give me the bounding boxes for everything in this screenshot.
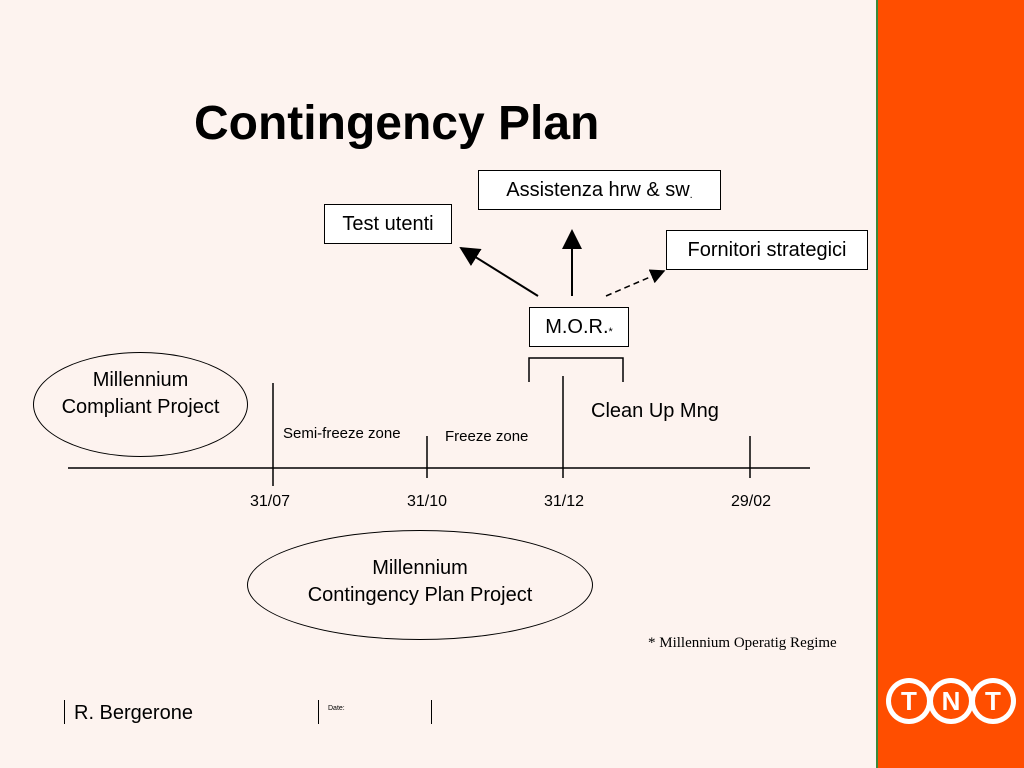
clean-up-label: Clean Up Mng xyxy=(591,400,719,422)
test-utenti-label: Test utenti xyxy=(342,212,434,235)
slide-title: Contingency Plan xyxy=(194,97,600,150)
tnt-logo xyxy=(884,676,1018,726)
logo-letter: N xyxy=(941,686,961,716)
compliant-project-ellipse xyxy=(33,352,248,457)
mor-bracket xyxy=(529,358,623,382)
semi-freeze-label: Semi-freeze zone xyxy=(283,425,401,442)
footer-author: R. Bergerone xyxy=(74,702,193,724)
logo-letter: T xyxy=(901,686,917,716)
assistenza-label: Assistenza hrw & sw xyxy=(506,178,690,201)
arrow-to-test-utenti xyxy=(461,248,538,296)
contingency-project-ellipse xyxy=(247,530,593,640)
contingency-line-1: Millennium xyxy=(372,557,468,579)
date-label: 31/10 xyxy=(407,493,448,510)
freeze-label: Freeze zone xyxy=(445,428,529,445)
assistenza-box xyxy=(478,170,721,210)
logo-letter: T xyxy=(985,686,1001,716)
fornitori-label: Fornitori strategici xyxy=(687,238,847,261)
compliant-line-1: Millennium xyxy=(92,369,189,391)
date-label: 29/02 xyxy=(731,493,772,510)
mor-star: * xyxy=(608,326,613,338)
test-utenti-box xyxy=(324,204,452,244)
date-label: 31/07 xyxy=(250,493,291,510)
arrow-to-fornitori xyxy=(606,271,664,296)
mor-label: M.O.R. xyxy=(545,315,609,338)
footer-date-label: Date: xyxy=(328,705,345,712)
fornitori-box xyxy=(666,230,868,270)
mor-box xyxy=(529,307,629,347)
assistenza-dot: . xyxy=(689,189,693,201)
footnote: * Millennium Operatig Regime xyxy=(648,635,837,651)
date-label: 31/12 xyxy=(544,493,585,510)
footer-divider xyxy=(431,700,432,724)
footer-divider xyxy=(64,700,65,724)
contingency-line-2: Contingency Plan Project xyxy=(307,584,533,606)
footer-divider xyxy=(318,700,319,724)
compliant-line-2: Compliant Project xyxy=(61,396,220,418)
